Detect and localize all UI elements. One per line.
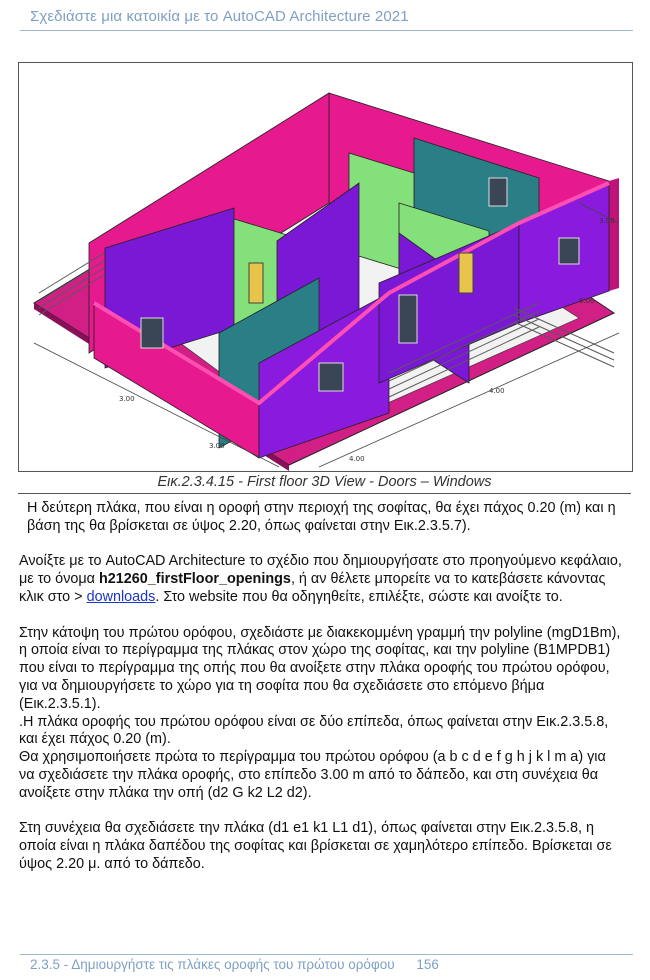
downloads-link[interactable]: downloads	[86, 588, 156, 605]
paragraph-6: Στη συνέχεια θα σχεδιάσετε την πλάκα (d1 e1 k1 L1 d1), όπως φαίνεται στην Εικ.2.3.5.8, η οποία είναι η πλάκα δαπέδου της σοφίτας και βρίσκεται σε χαμηλότερο επίπεδο. Βρίσκεται σε ύψος 2.20 μ. από το δάπεδο.	[19, 820, 612, 872]
page-number: 156	[416, 957, 439, 972]
paragraph-2-text-c: , ή αν θέλετε μπορείτε να το κατεβάσετε κάνοντας κλικ στο >	[19, 571, 606, 605]
filename-bold: h21260_firstFloor_openings	[99, 571, 291, 588]
door-3	[459, 253, 473, 293]
footer-section-title: 2.3.5 - Δημιουργήστε τις πλάκες οροφής του πρώτου ορόφου	[30, 957, 395, 972]
footer-divider	[20, 954, 633, 955]
caption-divider	[18, 493, 631, 494]
dimension-label: 4.00	[489, 387, 505, 395]
paragraph-1: Η δεύτερη πλάκα, που είναι η οροφή στην περιοχή της σοφίτας, θα έχει πάχος 0.20 (m) και η βάση της θα βρίσκεται σε ύψος 2.20, όπως φαίνεται στην Εικ.2.3.5.7).	[27, 500, 616, 534]
dimension-label: 3.00	[599, 217, 615, 225]
header-divider	[20, 30, 633, 31]
figure-caption: Εικ.2.3.4.15 - First floor 3D View - Doors – Windows	[157, 474, 492, 490]
window-3	[559, 238, 579, 264]
paragraph-2-text-d: . Στο website που θα οδηγηθείτε, επιλέξτε, σώστε και ανοίξτε το.	[155, 588, 563, 605]
dimension-label: 4.00	[349, 455, 365, 463]
door-1	[399, 295, 417, 343]
door-2	[249, 263, 263, 303]
dimension-label: 6.00	[579, 297, 595, 305]
page-footer	[30, 957, 439, 972]
paragraph-5: Θα χρησιμοποιήσετε πρώτα το περίγραμμα του πρώτου ορόφου (a b c d e f g h j k l m a) για να σχεδιάσετε την πλάκα οροφής, στο επίπεδο 3.00 m από το δάπεδο, και στη συνέχεια θα ανοίξετε στην πλάκα την οπή (d2 G k2 L2 d2).	[19, 749, 606, 801]
paragraph-2	[19, 553, 625, 606]
house-3d-illustration	[19, 63, 632, 471]
body-text	[19, 500, 625, 874]
figure-3d-view	[18, 62, 633, 472]
paragraph-3: Στην κάτοψη του πρώτου ορόφου, σχεδιάστε με διακεκομμένη γραμμή την polyline (mgD1Bm), η οποία είναι το περίγραμμα της πλάκας στον χώρο της σοφίτας, και την polyline (B1MPDB1) που είναι το περίγραμμα της οπής που θα ανοίξετε στην πλάκα οροφής του πρώτου ορόφου, για να δημιουργήσετε το χώρο για τη σοφίτα που θα σχεδιάσετε στο επόμενο βήμα (Εικ.2.3.5.1).	[19, 624, 621, 712]
window-2	[319, 363, 343, 391]
dimension-label: 3.00	[209, 442, 225, 450]
paragraph-4: .Η πλάκα οροφής του πρώτου ορόφου είναι σε δύο επίπεδα, όπως φαίνεται στην Εικ.2.3.5.8, και έχει πάχος 0.20 (m).	[19, 713, 609, 748]
page-header-title: Σχεδιάστε μια κατοικία με το AutoCAD Architecture 2021	[30, 8, 409, 25]
window-1	[141, 318, 163, 348]
exterior-wall-edge	[609, 178, 619, 291]
dimension-label: 3.00	[119, 395, 135, 403]
paragraph-2-text-a: Ανοίξτε με το AutoCAD Architecture το σχέδιο που δημιουργήσατε στο προηγούμενο κεφάλαιο, με το όνομα	[19, 553, 622, 588]
window-4	[489, 178, 507, 206]
